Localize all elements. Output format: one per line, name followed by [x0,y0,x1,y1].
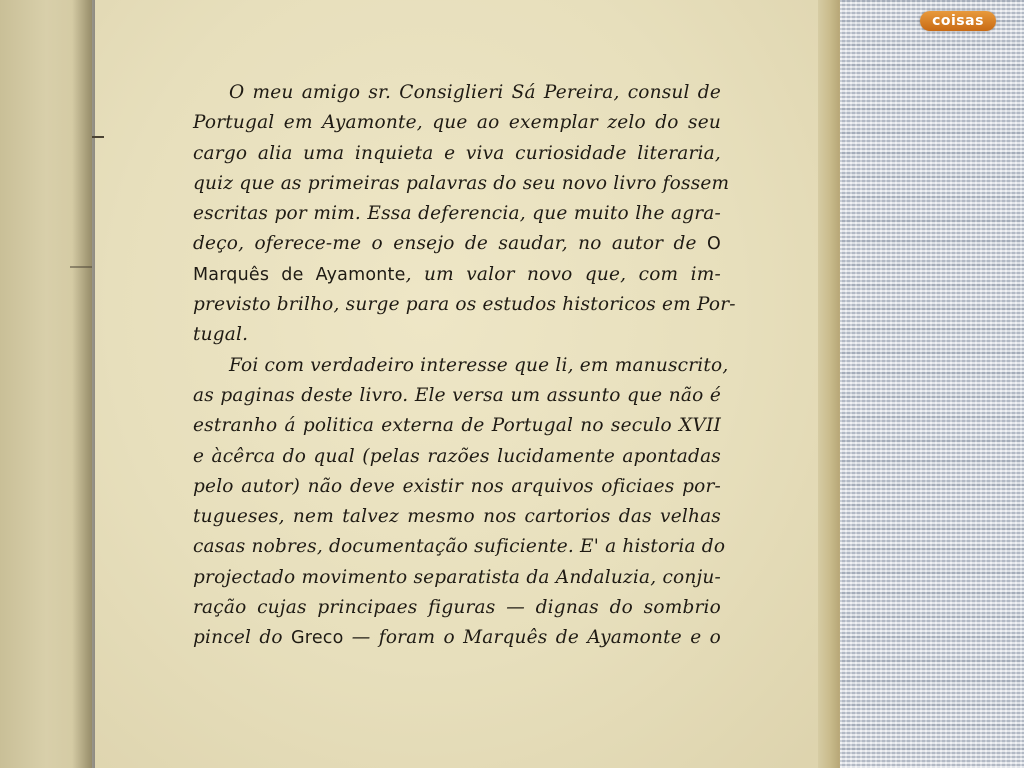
tablecloth [840,0,1024,768]
text-line: escritas por mim. Essa deferencia, que muito lhe agra- [193,203,721,225]
text-line: ração cujas principaes figuras — dignas do sombrio [193,597,721,619]
book-title: Marquês de Ayamonte [193,264,406,285]
page-text [193,78,736,654]
painter-name: Greco [291,628,344,649]
text-line: as paginas deste livro. Ele versa um assunto que não é [193,384,721,406]
text-line: tugueses, nem talvez mesmo nos cartorios das velhas [193,506,721,528]
text-line: estranho á politica externa de Portugal no seculo XVII [193,415,721,437]
paper-mark [70,266,92,268]
text-line: casas nobres, documentação suficiente. E' a historia do [193,536,726,558]
text-line: Portugal em Ayamonte, que ao exemplar zelo do seu [193,112,721,134]
text-line: deço, oferece-me o ensejo de saudar, no autor de O [193,233,721,255]
text-line: cargo alia uma inquieta e viva curiosidade literaria, [193,142,721,164]
text-line: Marquês de Ayamonte, um valor novo que, com im- [193,263,721,285]
text-line: Foi com verdadeiro interesse que li, em manuscrito, [229,354,729,376]
text-line: e àcêrca do qual (pelas razões lucidamente apontadas [193,445,721,467]
text-line: O meu amigo sr. Consiglieri Sá Pereira, consul de [229,82,721,103]
text-line: tugal. [193,324,249,346]
paper-mark [92,136,104,138]
text-line: previsto brilho, surge para os estudos historicos em Por- [193,294,736,316]
text-line: pincel do Greco — foram o Marquês de Ayamonte e o [193,627,721,649]
text-line: projectado movimento separatista da Andaluzia, conju- [193,566,721,588]
text-line: pelo autor) não deve existir nos arquivos oficiaes por- [193,475,721,497]
text-line: quiz que as primeiras palavras do seu novo livro fossem [193,172,730,194]
watermark-logo: coisas [920,11,996,31]
